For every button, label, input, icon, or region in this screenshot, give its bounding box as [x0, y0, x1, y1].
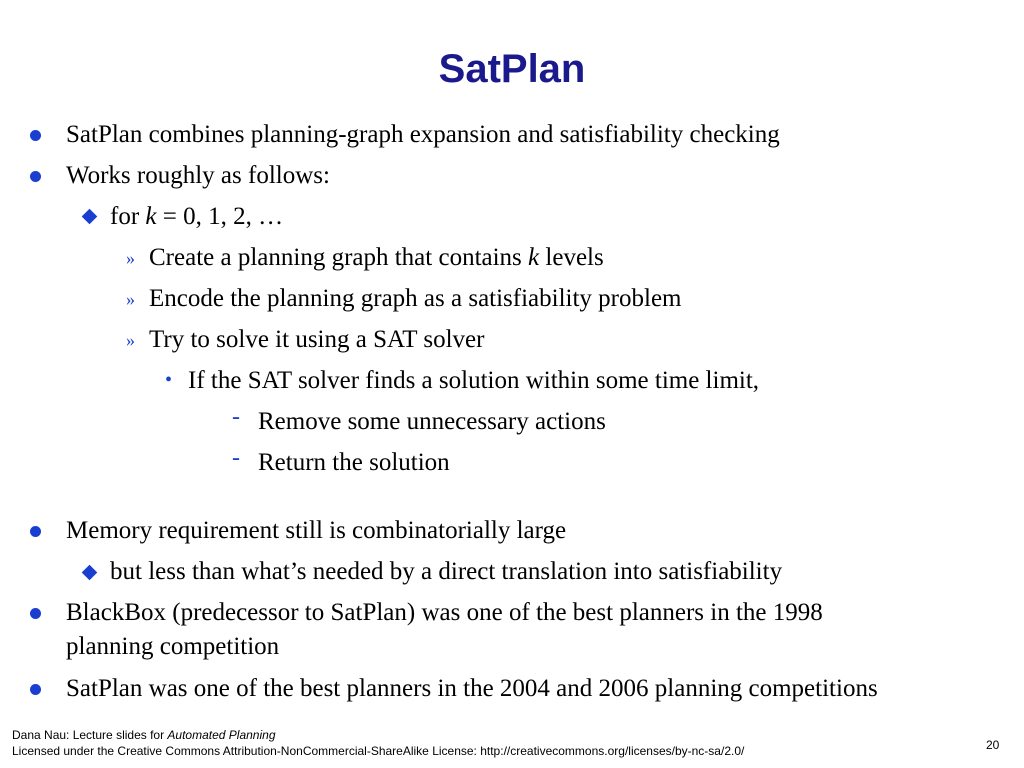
raquo-bullet-icon: »: [126, 330, 135, 350]
sub-bullet-prefix: for: [110, 203, 146, 230]
variable-k: k: [145, 203, 157, 230]
sub-bullet-text: [110, 200, 283, 234]
dash-bullet-icon: -: [232, 445, 240, 471]
level3-prefix: Create a planning graph that contains: [149, 244, 529, 271]
bullet-dot-icon: [30, 526, 41, 537]
bullet-text-continued: planning competition: [66, 633, 280, 660]
level5-text: Return the solution: [258, 449, 450, 476]
bullet-dot-icon: [30, 130, 41, 141]
level3-text: Try to solve it using a SAT solver: [149, 326, 485, 353]
sub-bullet-suffix: = 0, 1, 2, …: [156, 203, 284, 230]
bullet-dot-icon: [30, 684, 41, 695]
raquo-bullet-icon: »: [126, 248, 135, 268]
sub-bullet-text: but less than what’s needed by a direct translation into satisfiability: [110, 558, 783, 585]
level4-text: If the SAT solver finds a solution within some time limit,: [188, 367, 760, 394]
page-number: 20: [986, 738, 1000, 752]
diamond-bullet-icon: [82, 565, 98, 581]
footer-credit: [12, 727, 276, 743]
level5-text: Remove some unnecessary actions: [258, 408, 606, 435]
small-bullet-icon: •: [165, 369, 173, 391]
dash-bullet-icon: -: [232, 404, 240, 430]
level3-text: [149, 241, 604, 275]
bullet-text: SatPlan combines planning-graph expansion and satisfiability checking: [66, 121, 780, 148]
footer-book-title: Automated Planning: [167, 728, 276, 742]
bullet-text: SatPlan was one of the best planners in the 2004 and 2006 planning competitions: [66, 675, 878, 702]
bullet-text: BlackBox (predecessor to SatPlan) was one of the best planners in the 1998: [66, 599, 823, 626]
raquo-bullet-icon: »: [126, 289, 135, 309]
level3-text: Encode the planning graph as a satisfiability problem: [149, 285, 682, 312]
diamond-bullet-icon: [82, 209, 98, 225]
bullet-text: Memory requirement still is combinatorially large: [66, 517, 567, 544]
variable-k: k: [528, 244, 540, 271]
bullet-dot-icon: [30, 608, 41, 619]
footer-license: Licensed under the Creative Commons Attribution-NonCommercial-ShareAlike License: http://creativecommons.org/licenses/by-nc-sa/2.0/: [12, 744, 745, 758]
bullet-dot-icon: [30, 171, 41, 182]
slide-title: SatPlan: [438, 47, 586, 91]
level3-suffix: levels: [539, 244, 604, 271]
footer-credit-prefix: Dana Nau: Lecture slides for: [12, 728, 168, 742]
bullet-text: Works roughly as follows:: [66, 162, 330, 189]
